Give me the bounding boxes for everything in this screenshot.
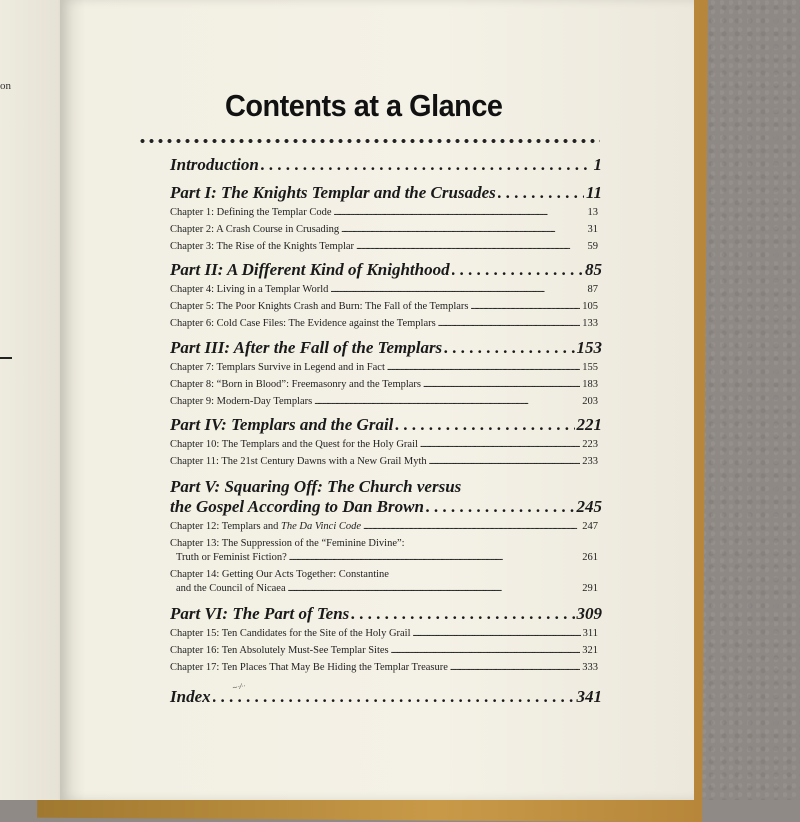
entry-page: 155 <box>582 362 598 373</box>
dot-leader <box>470 301 580 312</box>
dot-leader <box>387 362 580 373</box>
toc-entry-chapter-14-line1: Chapter 14: Getting Our Acts Together: Constantine <box>170 569 389 580</box>
toc-entry-chapter-8 <box>170 379 598 390</box>
dot-leader <box>429 456 581 467</box>
entry-label: Part IV: Templars and the Grail <box>170 415 394 434</box>
entry-page: 321 <box>582 645 598 656</box>
entry-label: Chapter 6: Cold Case Files: The Evidence against the Templars <box>170 318 436 329</box>
entry-page: 31 <box>587 224 598 235</box>
entry-label: Part I: The Knights Templar and the Crusades <box>170 183 496 202</box>
dot-leader <box>391 645 581 656</box>
entry-label: Chapter 4: Living in a Templar World <box>170 284 329 295</box>
entry-label: Chapter 9: Modern-Day Templars <box>170 396 313 407</box>
dot-leader <box>423 379 580 390</box>
toc-entry-chapter-12 <box>170 521 598 532</box>
toc-entry-chapter-9 <box>170 396 598 407</box>
toc-entry-introduction <box>170 155 602 175</box>
entry-page: 341 <box>576 687 602 706</box>
dot-leader <box>413 628 581 639</box>
entry-label: Chapter 3: The Rise of the Knights Templar <box>170 241 355 252</box>
dot-leader <box>288 583 581 594</box>
entry-label: Chapter 2: A Crash Course in Crusading <box>170 224 340 235</box>
entry-page: 291 <box>582 583 598 594</box>
entry-page: 1 <box>593 155 602 174</box>
entry-label: Chapter 16: Ten Absolutely Must-See Templar Sites <box>170 645 389 656</box>
entry-label: Part VI: The Part of Tens <box>170 604 350 623</box>
dot-leader <box>334 207 586 218</box>
entry-page: 223 <box>582 439 598 450</box>
toc-entry-chapter-7 <box>170 362 598 373</box>
entry-page: 333 <box>582 662 598 673</box>
dot-leader <box>420 439 580 450</box>
entry-page: 59 <box>587 241 598 252</box>
toc-entry-chapter-5 <box>170 301 598 312</box>
entry-label: and the Council of Nicaea <box>176 583 286 594</box>
toc-entry-chapter-2 <box>170 224 598 235</box>
entry-page: 11 <box>585 183 602 202</box>
dot-leader <box>261 155 592 175</box>
entry-page: 261 <box>582 552 598 563</box>
entry-label: Truth or Feminist Fiction? <box>176 552 287 563</box>
toc-entry-part-5 <box>170 497 602 517</box>
dot-leader <box>450 662 580 673</box>
entry-label <box>170 521 361 532</box>
toc-entry-chapter-17 <box>170 662 598 673</box>
dotted-divider <box>138 138 600 144</box>
facing-page-text: on <box>0 80 11 92</box>
dot-leader <box>363 521 580 532</box>
toc-entry-chapter-4 <box>170 284 598 295</box>
dot-leader <box>452 260 583 280</box>
dot-leader <box>444 338 574 358</box>
entry-page: 105 <box>582 301 598 312</box>
entry-label: Chapter 10: The Templars and the Quest for the Holy Grail <box>170 439 418 450</box>
entry-label: Part II: A Different Kind of Knighthood <box>170 260 450 279</box>
entry-label: Chapter 15: Ten Candidates for the Site of the Holy Grail <box>170 628 411 639</box>
dot-leader <box>438 318 581 329</box>
entry-page: 245 <box>576 497 602 516</box>
toc-entry-chapter-11 <box>170 456 598 467</box>
dot-leader <box>426 497 575 517</box>
dot-leader <box>213 687 575 707</box>
dot-leader <box>356 241 585 252</box>
toc-entry-chapter-3 <box>170 241 598 252</box>
dot-leader <box>289 552 581 563</box>
entry-label-book-title: The Da Vinci Code <box>281 521 362 532</box>
entry-label: Index <box>170 687 211 706</box>
pen-scribble-mark: ~·⁄·· <box>231 682 247 692</box>
entry-page: 183 <box>582 379 598 390</box>
toc-entry-part-2 <box>170 260 602 280</box>
toc-entry-chapter-1 <box>170 207 598 218</box>
entry-page: 153 <box>576 338 602 357</box>
entry-label: Chapter 11: The 21st Century Dawns with a New Grail Myth <box>170 456 427 467</box>
entry-label: Chapter 7: Templars Survive in Legend and in Fact <box>170 362 385 373</box>
entry-page: 309 <box>576 604 602 623</box>
entry-label: Chapter 5: The Poor Knights Crash and Burn: The Fall of the Templars <box>170 301 469 312</box>
entry-page: 221 <box>576 415 602 434</box>
dot-leader <box>330 284 585 295</box>
toc-entry-part-5-line1: Part V: Squaring Off: The Church versus <box>170 477 462 496</box>
entry-label: the Gospel According to Dan Brown <box>170 497 424 516</box>
toc-entry-chapter-13-line1: Chapter 13: The Suppression of the “Feminine Divine”: <box>170 538 405 549</box>
toc-entry-part-6 <box>170 604 602 624</box>
entry-label: Chapter 8: “Born in Blood”: Freemasonry and the Templars <box>170 379 422 390</box>
toc-entry-chapter-10 <box>170 439 598 450</box>
entry-page: 203 <box>582 396 598 407</box>
dot-leader <box>351 604 574 624</box>
dot-leader <box>314 396 580 407</box>
entry-label: Introduction <box>170 155 259 174</box>
toc-entry-part-1 <box>170 183 602 203</box>
page-title: Contents at a Glance <box>225 88 503 123</box>
entry-label: Chapter 17: Ten Places That May Be Hiding the Templar Treasure <box>170 662 448 673</box>
entry-page: 233 <box>582 456 598 467</box>
entry-page: 85 <box>585 260 602 279</box>
toc-entry-part-3 <box>170 338 602 358</box>
toc-entry-chapter-16 <box>170 645 598 656</box>
entry-label: Chapter 1: Defining the Templar Code <box>170 207 332 218</box>
entry-page: 13 <box>587 207 598 218</box>
dot-leader <box>341 224 585 235</box>
entry-page: 311 <box>582 628 598 639</box>
toc-entry-chapter-13 <box>170 552 598 563</box>
toc-entry-part-4 <box>170 415 602 435</box>
toc-entry-chapter-14 <box>170 583 598 594</box>
entry-page: 87 <box>587 284 598 295</box>
toc-entry-chapter-15 <box>170 628 598 639</box>
dot-leader <box>395 415 574 435</box>
toc-entry-chapter-6 <box>170 318 598 329</box>
entry-label: Part III: After the Fall of the Templars <box>170 338 443 357</box>
entry-label-prefix: Chapter 12: Templars and <box>170 521 282 532</box>
entry-page: 133 <box>582 318 598 329</box>
dot-leader <box>498 183 584 203</box>
entry-page: 247 <box>582 521 598 532</box>
